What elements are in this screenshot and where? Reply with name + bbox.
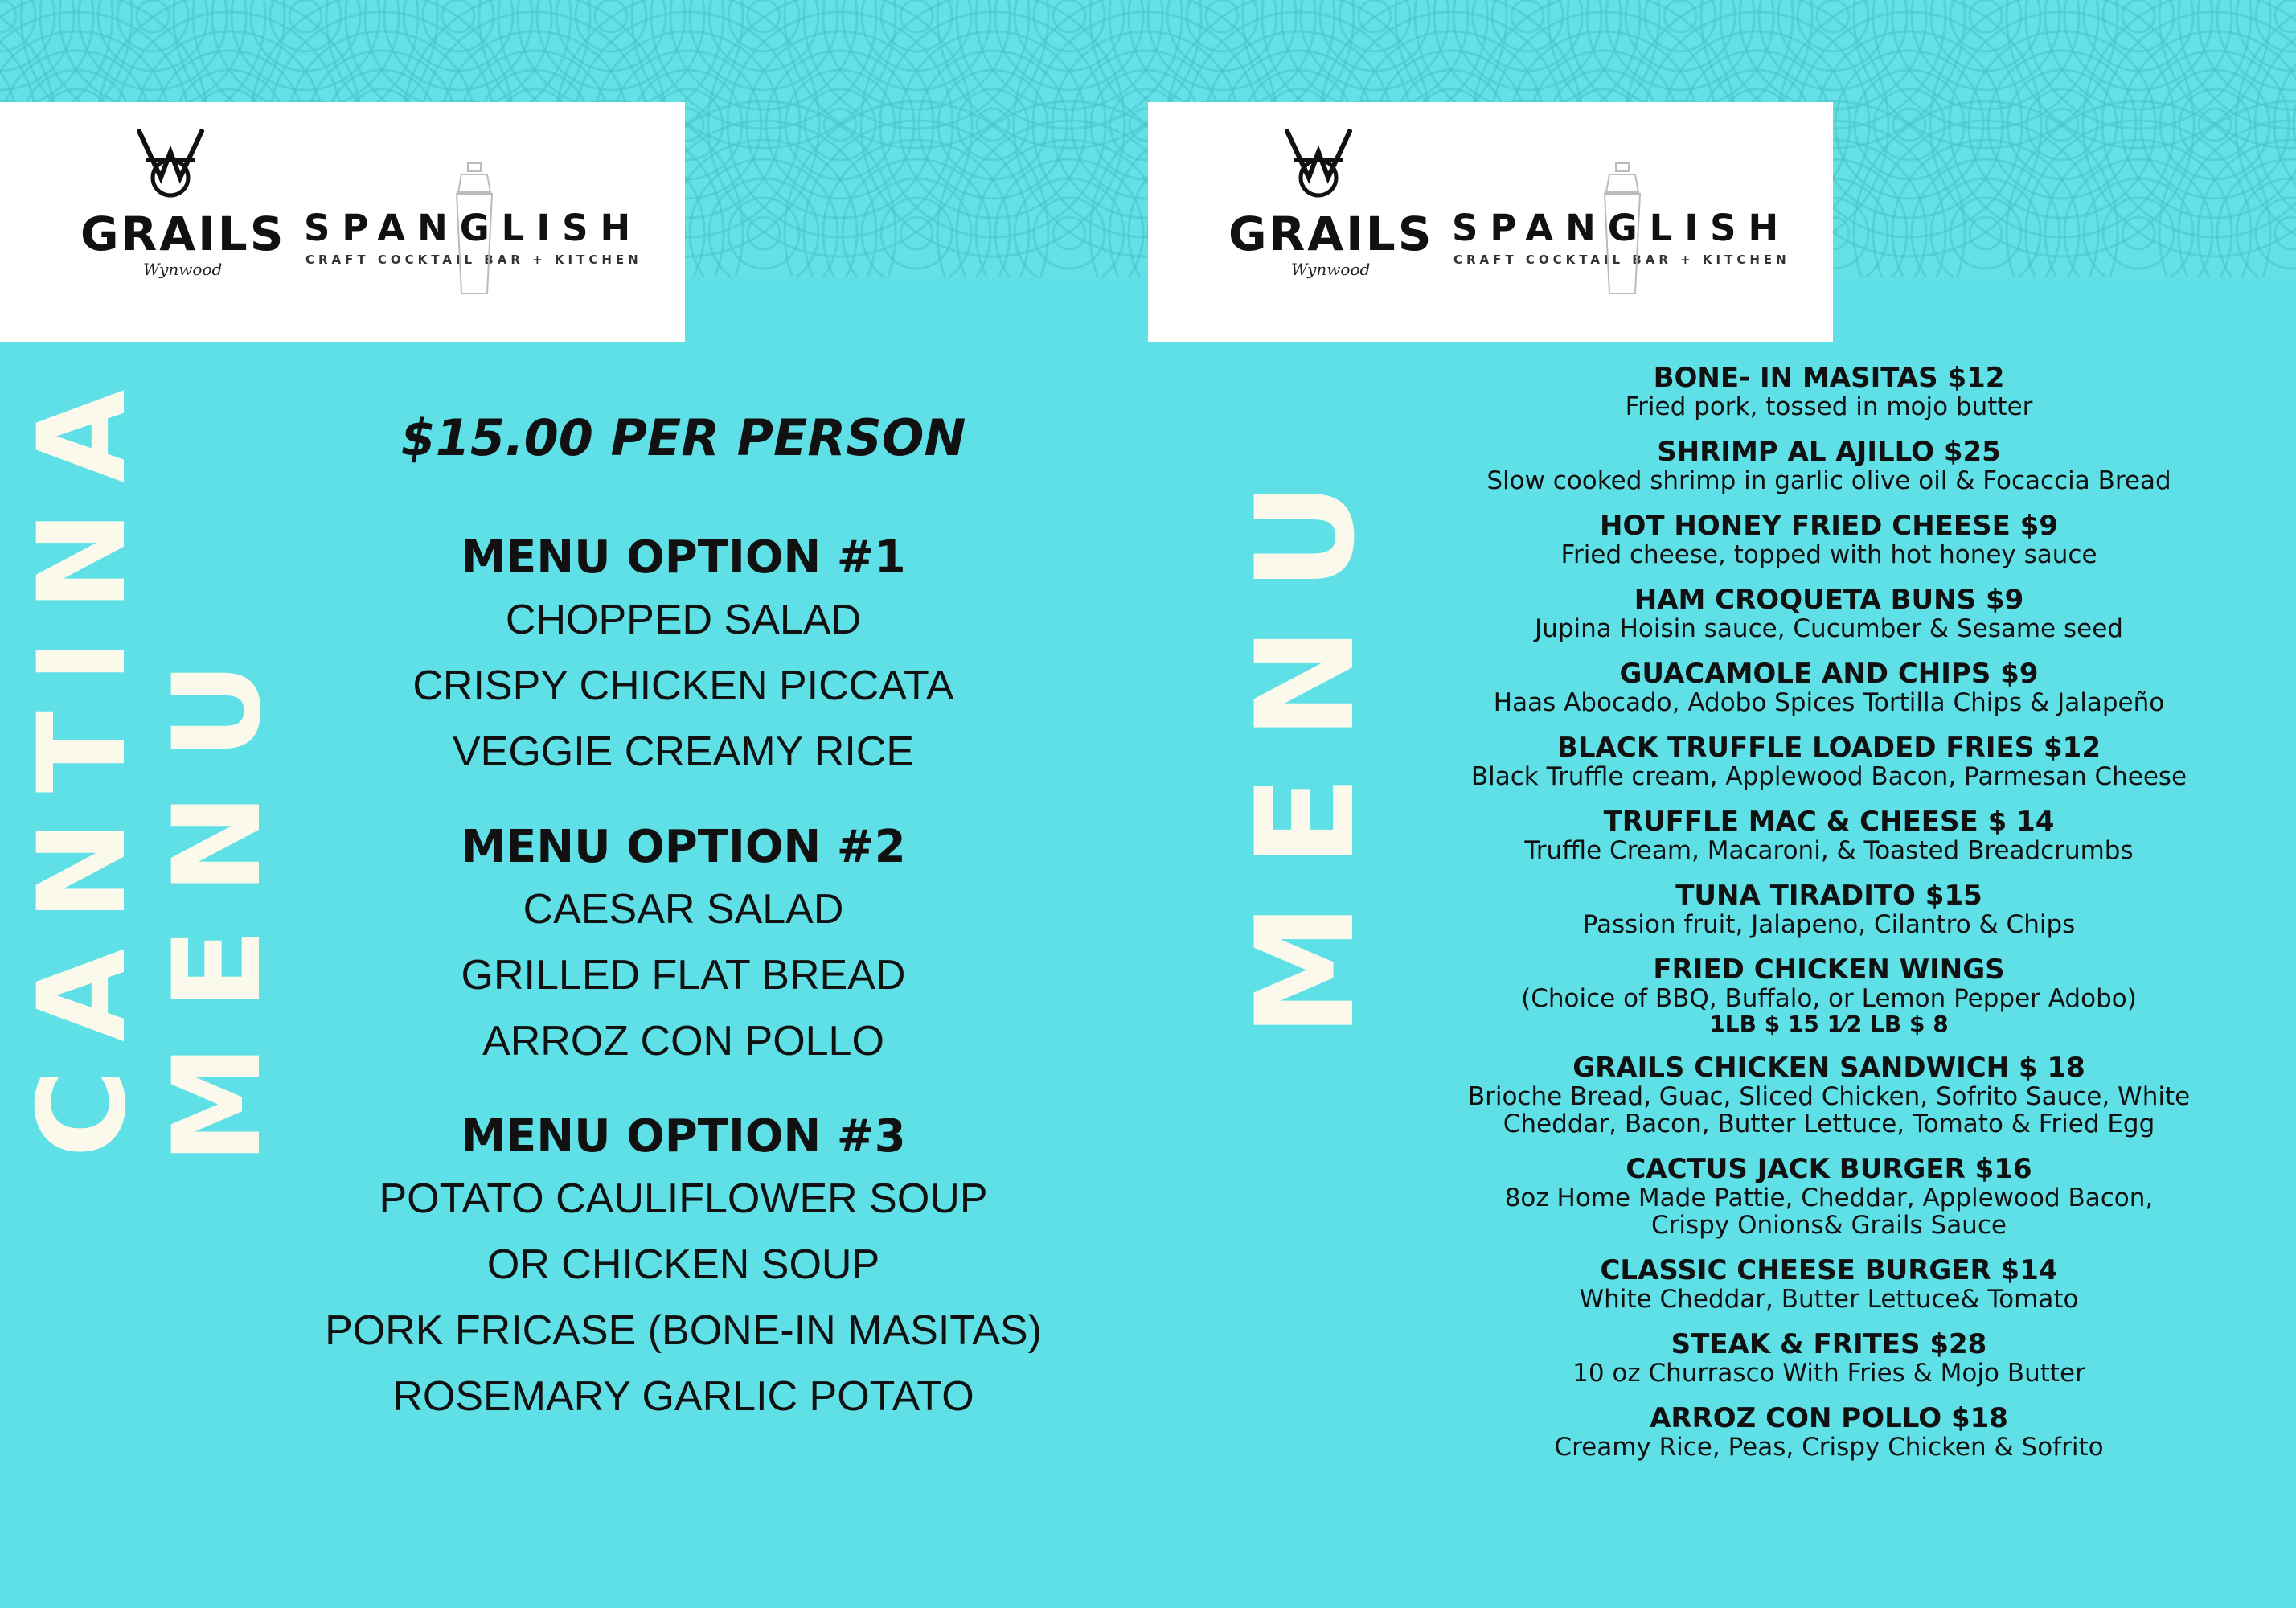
menu-option-item: CRISPY CHICKEN PICCATA	[412, 662, 954, 709]
cocktail-shaker-icon	[450, 160, 498, 297]
grails-wordmark: GRAILS	[80, 207, 286, 261]
dish-item	[1439, 585, 2219, 642]
dish-item	[1439, 1155, 2219, 1239]
menu-vertical-title-left: MENU	[148, 627, 288, 1164]
dish-description: Cheddar, Bacon, Butter Lettuce, Tomato & Fried Egg	[1503, 1110, 2155, 1138]
cocktail-shaker-icon	[1598, 160, 1646, 297]
dish-item	[1439, 437, 2219, 494]
dish-name: STEAK & FRITES $28	[1671, 1328, 1987, 1360]
menu-option-title: MENU OPTION #2	[461, 821, 906, 873]
menu-option-item: ARROZ CON POLLO	[482, 1018, 884, 1064]
grails-logo-icon	[1285, 128, 1352, 208]
dish-name: ARROZ CON POLLO $18	[1650, 1402, 2008, 1434]
dish-item	[1439, 881, 2219, 938]
menu-vertical-title-right: MENU	[1227, 446, 1384, 1037]
menu-option-item: OR CHICKEN SOUP	[486, 1241, 880, 1288]
dish-item	[1439, 1404, 2219, 1461]
dish-name: SHRIMP AL AJILLO $25	[1657, 436, 2001, 468]
dish-item	[1439, 955, 2219, 1036]
grails-logo-icon	[137, 128, 204, 208]
dish-item	[1439, 807, 2219, 864]
logo-card-right	[1148, 102, 1833, 342]
dish-description: Fried pork, tossed in mojo butter	[1625, 392, 2033, 421]
dish-description: Truffle Cream, Macaroni, & Toasted Breadcrumbs	[1524, 836, 2134, 865]
dish-item	[1439, 1053, 2219, 1138]
menu-option-item: ROSEMARY GARLIC POTATO	[392, 1373, 974, 1420]
dish-description: Jupina Hoisin sauce, Cucumber & Sesame seed	[1535, 614, 2123, 643]
menu-option-3	[305, 1108, 1061, 1430]
dish-description: Brioche Bread, Guac, Sliced Chicken, Sofrito Sauce, White	[1467, 1082, 2191, 1111]
cantina-vertical-title: CANTINA	[13, 362, 153, 1158]
a-la-carte-menu-column	[1439, 363, 2219, 1478]
menu-option-title: MENU OPTION #1	[461, 531, 906, 584]
dish-price-detail: 1LB $ 15 1⁄2 LB $ 8	[1709, 1011, 1949, 1037]
dish-name: TRUFFLE MAC & CHEESE $ 14	[1603, 806, 2055, 838]
dish-description: 8oz Home Made Pattie, Cheddar, Applewood Bacon,	[1504, 1183, 2154, 1212]
price-per-person: $15.00 PER PERSON	[400, 408, 966, 467]
dish-description: Fried cheese, topped with hot honey sauce	[1560, 540, 2097, 569]
dish-description: Passion fruit, Jalapeno, Cilantro & Chips	[1582, 910, 2076, 939]
menu-option-item: CAESAR SALAD	[523, 886, 844, 933]
dish-description: (Choice of BBQ, Buffalo, or Lemon Pepper Adobo)	[1521, 984, 2137, 1013]
menu-option-item: PORK FRICASE (BONE-IN MASITAS)	[325, 1307, 1042, 1354]
dish-name: BLACK TRUFFLE LOADED FRIES $12	[1556, 732, 2101, 764]
dish-name: FRIED CHICKEN WINGS	[1653, 954, 2005, 986]
dish-description: Black Truffle cream, Applewood Bacon, Parmesan Cheese	[1470, 762, 2187, 791]
menu-option-2	[305, 818, 1061, 1074]
spanglish-wordmark: SPANGLISH	[1452, 207, 1791, 249]
wynwood-script: Wynwood	[143, 260, 223, 279]
dish-description: Creamy Rice, Peas, Crispy Chicken & Sofrito	[1554, 1433, 2104, 1462]
menu-option-1	[305, 529, 1061, 785]
dish-name: TUNA TIRADITO $15	[1675, 880, 1982, 912]
menu-option-item: GRILLED FLAT BREAD	[461, 952, 906, 999]
dish-item	[1439, 733, 2219, 790]
menu-option-title: MENU OPTION #3	[461, 1110, 906, 1163]
dish-item	[1439, 363, 2219, 420]
dish-name: CACTUS JACK BURGER $16	[1626, 1153, 2032, 1185]
dish-item	[1439, 511, 2219, 568]
logo-card-left	[0, 102, 685, 342]
dish-name: GRAILS CHICKEN SANDWICH $ 18	[1572, 1052, 2085, 1084]
dish-description: 10 oz Churrasco With Fries & Mojo Butter	[1572, 1359, 2085, 1388]
dish-description: Slow cooked shrimp in garlic olive oil & Focaccia Bread	[1486, 466, 2171, 495]
dish-name: BONE- IN MASITAS $12	[1653, 362, 2005, 394]
cantina-menu-column	[305, 402, 1061, 1430]
dish-name: GUACAMOLE AND CHIPS $9	[1619, 658, 2039, 690]
dish-description: White Cheddar, Butter Lettuce& Tomato	[1579, 1285, 2079, 1314]
grails-wordmark: GRAILS	[1228, 207, 1434, 261]
menu-option-item: VEGGIE CREAMY RICE	[452, 728, 915, 775]
dish-item	[1439, 1330, 2219, 1387]
spanglish-tagline: CRAFT COCKTAIL BAR + KITCHEN	[1453, 252, 1790, 267]
spanglish-tagline: CRAFT COCKTAIL BAR + KITCHEN	[305, 252, 642, 267]
spanglish-wordmark: SPANGLISH	[304, 207, 643, 249]
dish-name: HOT HONEY FRIED CHEESE $9	[1600, 510, 2058, 542]
wynwood-script: Wynwood	[1291, 260, 1371, 279]
dish-item	[1439, 1256, 2219, 1313]
dish-description: Crispy Onions& Grails Sauce	[1651, 1211, 2007, 1240]
dish-item	[1439, 659, 2219, 716]
dish-description: Haas Abocado, Adobo Spices Tortilla Chips & Jalapeño	[1493, 688, 2165, 717]
dish-name: CLASSIC CHEESE BURGER $14	[1600, 1254, 2058, 1286]
dish-name: HAM CROQUETA BUNS $9	[1634, 584, 2024, 616]
menu-option-item: POTATO CAULIFLOWER SOUP	[379, 1175, 988, 1222]
menu-option-item: CHOPPED SALAD	[505, 597, 862, 643]
